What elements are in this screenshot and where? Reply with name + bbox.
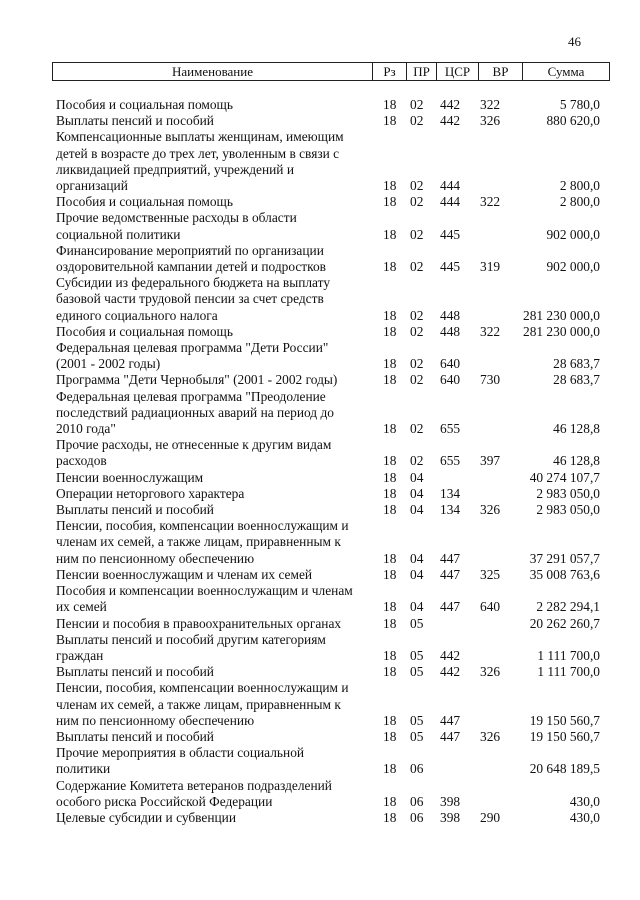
row-vr: 326 xyxy=(480,664,501,680)
row-csr: 655 xyxy=(440,421,461,437)
row-csr: 447 xyxy=(440,599,461,615)
row-rz: 18 xyxy=(383,113,397,129)
row-name: Пособия и социальная помощь xyxy=(56,194,233,210)
row-csr: 447 xyxy=(440,550,461,566)
table-row xyxy=(0,567,640,583)
row-vr: 326 xyxy=(480,113,501,129)
row-vr: 730 xyxy=(480,372,501,388)
row-pr: 02 xyxy=(410,453,424,469)
header-pr: ПР xyxy=(407,63,437,80)
table-row xyxy=(0,664,640,680)
table-row xyxy=(0,324,640,340)
row-sum: 281 230 000,0 xyxy=(523,323,600,339)
row-pr: 02 xyxy=(410,259,424,275)
row-name: Федеральная целевая программа "Преодоление последствий радиационных аварий на период до 2010 года" xyxy=(56,388,334,437)
row-pr: 04 xyxy=(410,469,424,485)
row-rz: 18 xyxy=(383,469,397,485)
row-rz: 18 xyxy=(383,372,397,388)
row-sum: 40 274 107,7 xyxy=(529,469,600,485)
row-sum: 430,0 xyxy=(569,793,600,809)
row-pr: 05 xyxy=(410,615,424,631)
row-sum: 46 128,8 xyxy=(553,421,600,437)
row-vr: 397 xyxy=(480,453,501,469)
row-name: Операции неторгового характера xyxy=(56,485,245,501)
row-rz: 18 xyxy=(383,761,397,777)
row-rz: 18 xyxy=(383,194,397,210)
table-row xyxy=(0,97,640,113)
row-csr: 445 xyxy=(440,259,461,275)
row-sum: 19 150 560,7 xyxy=(529,728,600,744)
row-pr: 05 xyxy=(410,647,424,663)
row-name: Прочие расходы, не отнесенные к другим видам расходов xyxy=(56,437,332,469)
row-name: Целевые субсидии и субвенции xyxy=(56,809,237,825)
row-rz: 18 xyxy=(383,178,397,194)
row-sum: 28 683,7 xyxy=(553,372,600,388)
row-rz: 18 xyxy=(383,599,397,615)
row-rz: 18 xyxy=(383,356,397,372)
row-name: Содержание Комитета ветеранов подразделений особого риска Российской Федерации xyxy=(56,777,332,809)
header-sum: Сумма xyxy=(547,64,585,79)
row-sum: 2 800,0 xyxy=(559,194,600,210)
table-row xyxy=(0,243,640,275)
row-sum: 20 648 189,5 xyxy=(529,761,600,777)
row-name: Пенсии военнослужащим и членам их семей xyxy=(56,566,313,582)
row-csr: 640 xyxy=(440,372,461,388)
row-rz: 18 xyxy=(383,664,397,680)
table-row xyxy=(0,632,640,664)
row-pr: 02 xyxy=(410,372,424,388)
row-name: Пенсии, пособия, компенсации военнослужащим и членам их семей, а также лицам, приравненным к ним по пенсионному обеспечению xyxy=(56,680,349,728)
row-csr: 448 xyxy=(440,323,461,339)
row-csr: 447 xyxy=(440,712,461,728)
row-rz: 18 xyxy=(383,485,397,501)
row-pr: 04 xyxy=(410,599,424,615)
row-sum: 430,0 xyxy=(569,809,600,825)
row-pr: 05 xyxy=(410,728,424,744)
row-pr: 02 xyxy=(410,113,424,129)
row-csr: 444 xyxy=(440,194,461,210)
row-sum: 2 983 050,0 xyxy=(536,485,600,501)
row-pr: 02 xyxy=(410,194,424,210)
row-sum: 19 150 560,7 xyxy=(529,712,600,728)
row-vr: 326 xyxy=(480,502,501,518)
row-name: Выплаты пенсий и пособий xyxy=(56,664,214,680)
row-rz: 18 xyxy=(383,502,397,518)
row-csr: 134 xyxy=(440,502,461,518)
row-pr: 02 xyxy=(410,97,424,112)
row-pr: 06 xyxy=(410,761,424,777)
row-csr: 134 xyxy=(440,485,461,501)
row-name: Выплаты пенсий и пособий xyxy=(56,502,214,518)
row-name: Финансирование мероприятий по организации оздоровительной кампании детей и подростков xyxy=(56,242,326,275)
row-sum: 2 282 294,1 xyxy=(536,599,600,615)
row-pr: 04 xyxy=(410,502,424,518)
row-csr: 655 xyxy=(440,453,461,469)
row-name: Пенсии, пособия, компенсации военнослужащим и членам их семей, а также лицам, приравненным к ним по пенсионному обеспечению xyxy=(56,518,349,566)
row-rz: 18 xyxy=(383,259,397,275)
row-sum: 880 620,0 xyxy=(546,113,600,129)
row-csr: 447 xyxy=(440,566,461,582)
row-name: Выплаты пенсий и пособий xyxy=(56,728,214,744)
row-csr: 398 xyxy=(440,809,461,825)
table-row xyxy=(0,502,640,518)
row-sum: 281 230 000,0 xyxy=(523,307,600,323)
row-csr: 448 xyxy=(440,307,461,323)
row-csr: 442 xyxy=(440,97,461,112)
row-name: Выплаты пенсий и пособий xyxy=(56,113,214,129)
row-vr: 322 xyxy=(480,323,501,339)
row-pr: 02 xyxy=(410,226,424,242)
row-pr: 02 xyxy=(410,323,424,339)
row-pr: 04 xyxy=(410,550,424,566)
row-vr: 319 xyxy=(480,259,501,275)
row-name: Выплаты пенсий и пособий другим категориям граждан xyxy=(56,631,326,663)
row-sum: 28 683,7 xyxy=(553,356,600,372)
row-rz: 18 xyxy=(383,809,397,825)
row-pr: 04 xyxy=(410,566,424,582)
table-row xyxy=(0,583,640,615)
row-csr: 442 xyxy=(440,664,461,680)
row-csr: 640 xyxy=(440,356,461,372)
header-csr: ЦСР xyxy=(437,63,479,80)
row-csr: 442 xyxy=(440,647,461,663)
table-row xyxy=(0,372,640,388)
row-rz: 18 xyxy=(383,307,397,323)
row-name: Прочие мероприятия в области социальной политики xyxy=(56,745,305,777)
row-name: Пособия и социальная помощь xyxy=(56,323,233,339)
row-csr: 398 xyxy=(440,793,461,809)
row-rz: 18 xyxy=(383,453,397,469)
row-pr: 05 xyxy=(410,712,424,728)
row-pr: 06 xyxy=(410,793,424,809)
row-rz: 18 xyxy=(383,712,397,728)
row-vr: 322 xyxy=(480,97,501,112)
row-rz: 18 xyxy=(383,566,397,582)
row-pr: 02 xyxy=(410,307,424,323)
row-rz: 18 xyxy=(383,97,397,112)
table-row xyxy=(0,437,640,469)
row-pr: 06 xyxy=(410,809,424,825)
header-rz: Рз xyxy=(373,63,407,80)
table-row xyxy=(0,778,640,810)
table-row xyxy=(0,210,640,242)
table-row xyxy=(0,470,640,486)
table-row xyxy=(0,745,640,777)
row-name: Субсидии из федерального бюджета на выплату базовой части трудовой пенсии за счет средств единого социального налога xyxy=(56,275,331,323)
row-rz: 18 xyxy=(383,226,397,242)
row-csr: 445 xyxy=(440,226,461,242)
table-row xyxy=(0,113,640,129)
row-pr: 05 xyxy=(410,664,424,680)
table-row xyxy=(0,129,640,194)
row-pr: 02 xyxy=(410,421,424,437)
row-rz: 18 xyxy=(383,615,397,631)
row-sum: 46 128,8 xyxy=(553,453,600,469)
row-csr: 447 xyxy=(440,728,461,744)
row-sum: 20 262 260,7 xyxy=(529,615,600,631)
row-name: Программа "Дети Чернобыля" (2001 - 2002 годы) xyxy=(56,372,338,388)
table-body xyxy=(0,97,640,826)
row-sum: 35 008 763,6 xyxy=(529,566,600,582)
row-sum: 37 291 057,7 xyxy=(529,550,600,566)
table-row xyxy=(0,275,640,324)
table-row xyxy=(0,486,640,502)
row-pr: 02 xyxy=(410,356,424,372)
row-vr: 290 xyxy=(480,809,501,825)
row-name: Пособия и компенсации военнослужащим и членам их семей xyxy=(56,583,353,615)
table-row xyxy=(0,518,640,567)
row-sum: 2 800,0 xyxy=(559,178,600,194)
header-vr: ВР xyxy=(479,63,523,80)
table-header xyxy=(52,62,610,81)
row-vr: 325 xyxy=(480,566,501,582)
row-rz: 18 xyxy=(383,421,397,437)
row-vr: 640 xyxy=(480,599,501,615)
table-row xyxy=(0,810,640,826)
row-sum: 1 111 700,0 xyxy=(537,664,600,680)
table-row xyxy=(0,729,640,745)
table-row xyxy=(0,616,640,632)
row-name: Пособия и социальная помощь xyxy=(56,97,233,112)
row-rz: 18 xyxy=(383,647,397,663)
table-row xyxy=(0,680,640,729)
table-row xyxy=(0,194,640,210)
row-sum: 902 000,0 xyxy=(546,259,600,275)
row-sum: 2 983 050,0 xyxy=(536,502,600,518)
table-row xyxy=(0,340,640,372)
table-row xyxy=(0,389,640,438)
row-name: Прочие ведомственные расходы в области социальной политики xyxy=(56,210,297,242)
row-name: Компенсационные выплаты женщинам, имеющим детей в возрасте до трех лет, уволенным в связи с ликвидацией предприятий, учреждений и организаций xyxy=(56,129,344,194)
page-number: 46 xyxy=(568,34,581,49)
row-sum: 5 780,0 xyxy=(559,97,600,112)
row-csr: 442 xyxy=(440,113,461,129)
row-vr: 322 xyxy=(480,194,501,210)
row-rz: 18 xyxy=(383,793,397,809)
row-name: Пенсии военнослужащим xyxy=(56,469,204,485)
row-pr: 04 xyxy=(410,485,424,501)
header-name: Наименование xyxy=(53,63,373,80)
row-rz: 18 xyxy=(383,550,397,566)
row-sum: 1 111 700,0 xyxy=(537,647,600,663)
row-pr: 02 xyxy=(410,178,424,194)
row-name: Федеральная целевая программа "Дети России" (2001 - 2002 годы) xyxy=(56,340,329,372)
row-sum: 902 000,0 xyxy=(546,226,600,242)
row-vr: 326 xyxy=(480,728,501,744)
row-name: Пенсии и пособия в правоохранительных органах xyxy=(56,615,342,631)
row-rz: 18 xyxy=(383,728,397,744)
row-rz: 18 xyxy=(383,323,397,339)
row-csr: 444 xyxy=(440,178,461,194)
